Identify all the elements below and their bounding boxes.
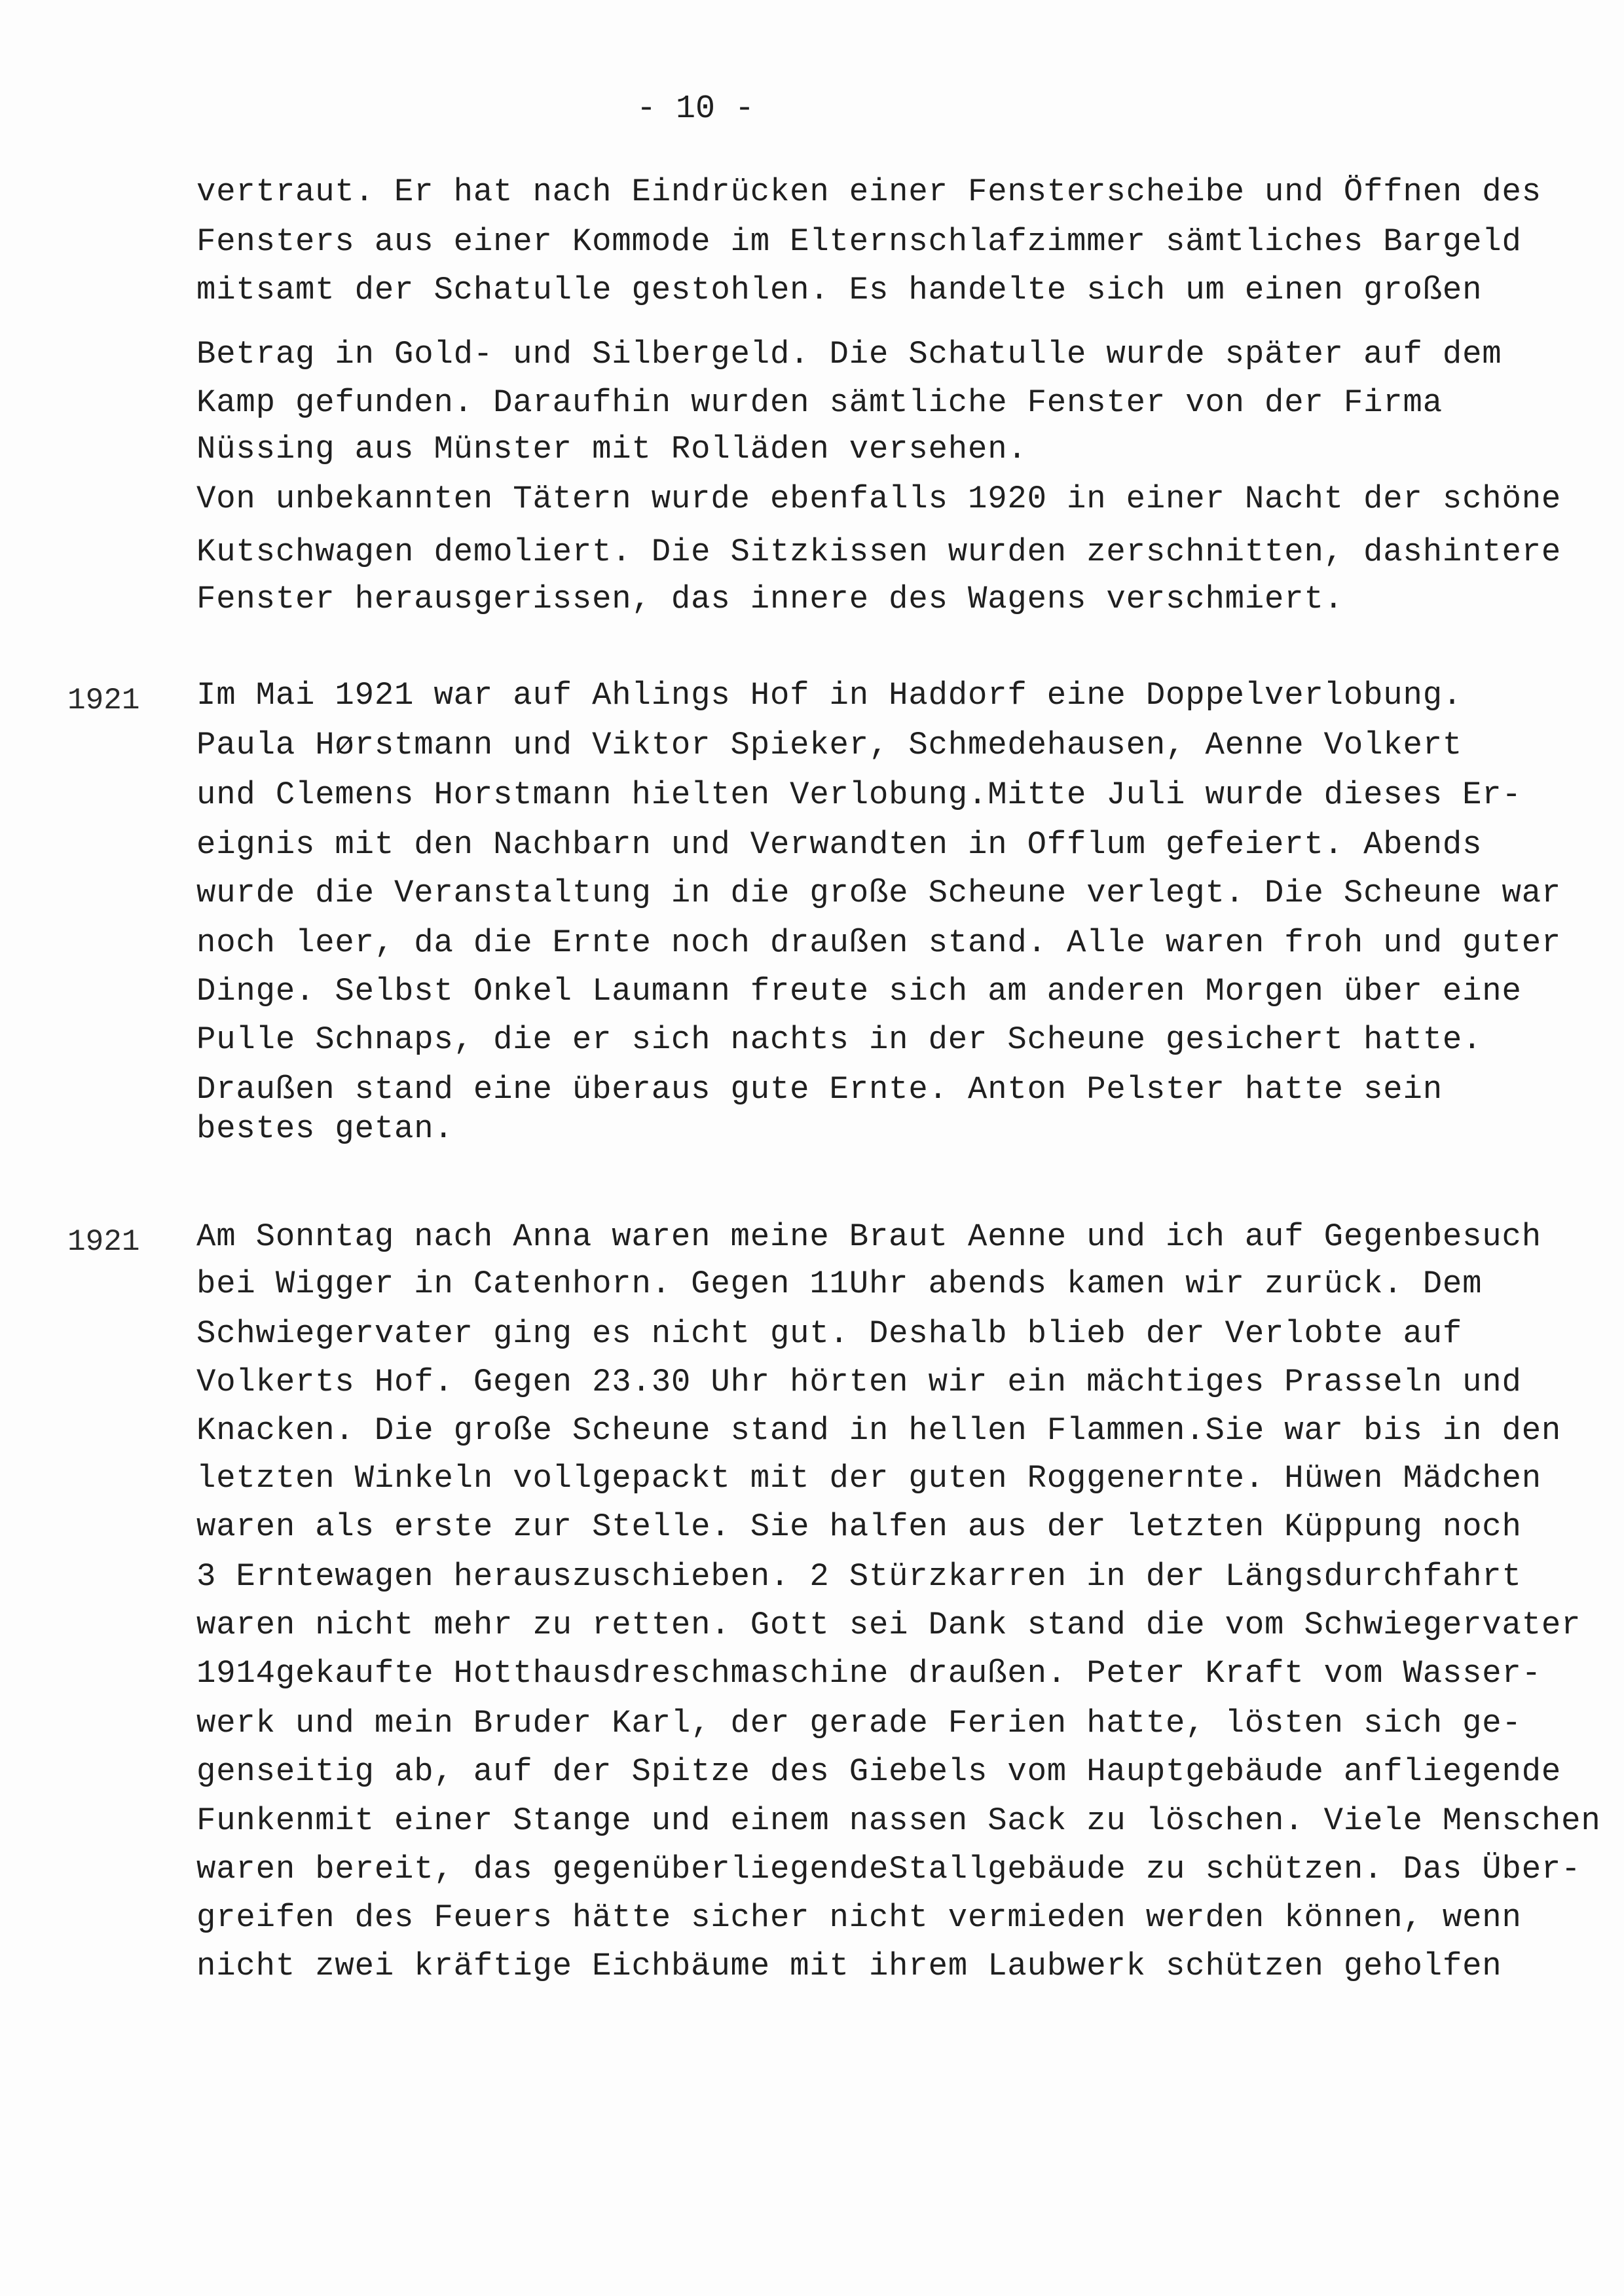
text-line: Volkerts Hof. Gegen 23.30 Uhr hörten wir ein mächtiges Prasseln und bbox=[196, 1364, 1522, 1400]
text-line: Fensters aus einer Kommode im Elternschlafzimmer sämtliches Bargeld bbox=[196, 223, 1522, 260]
text-line: greifen des Feuers hätte sicher nicht vermieden werden können, wenn bbox=[196, 1899, 1522, 1936]
text-line: Draußen stand eine überaus gute Ernte. Anton Pelster hatte sein bbox=[196, 1071, 1443, 1108]
text-line: mitsamt der Schatulle gestohlen. Es handelte sich um einen großen bbox=[196, 272, 1483, 308]
text-line: Knacken. Die große Scheune stand in hellen Flammen.Sie war bis in den bbox=[196, 1412, 1562, 1449]
text-line: Kutschwagen demoliert. Die Sitzkissen wurden zerschnitten, dashintere bbox=[196, 534, 1562, 570]
year-label: 1921 bbox=[67, 683, 140, 718]
text-line: und Clemens Horstmann hielten Verlobung.Mitte Juli wurde dieses Er- bbox=[196, 776, 1522, 813]
text-line: Pulle Schnaps, die er sich nachts in der Scheune gesichert hatte. bbox=[196, 1021, 1483, 1058]
text-line: Schwiegervater ging es nicht gut. Deshalb blieb der Verlobte auf bbox=[196, 1315, 1463, 1352]
text-line: noch leer, da die Ernte noch draußen stand. Alle waren froh und guter bbox=[196, 924, 1562, 961]
page-number: - 10 - bbox=[636, 90, 755, 128]
year-label: 1921 bbox=[67, 1225, 140, 1259]
text-line: waren bereit, das gegenüberliegendeStallgebäude zu schützen. Das Über- bbox=[196, 1851, 1581, 1887]
text-line: vertraut. Er hat nach Eindrücken einer Fensterscheibe und Öffnen des bbox=[196, 173, 1541, 210]
text-line: 3 Erntewagen herauszuschieben. 2 Stürzkarren in der Längsdurchfahrt bbox=[196, 1558, 1522, 1595]
text-line: Betrag in Gold- und Silbergeld. Die Schatulle wurde später auf dem bbox=[196, 336, 1502, 373]
text-line: nicht zwei kräftige Eichbäume mit ihrem Laubwerk schützen geholfen bbox=[196, 1948, 1502, 1984]
text-line: Paula Hørstmann und Viktor Spieker, Schmedehausen, Aenne Volkert bbox=[196, 727, 1463, 763]
text-line: waren als erste zur Stelle. Sie halfen aus der letzten Küppung noch bbox=[196, 1508, 1522, 1545]
text-line: Funkenmit einer Stange und einem nassen Sack zu löschen. Viele Menschen bbox=[196, 1802, 1601, 1839]
text-line: eignis mit den Nachbarn und Verwandten in Offlum gefeiert. Abends bbox=[196, 826, 1483, 863]
text-line: 1914gekaufte Hotthausdreschmaschine draußen. Peter Kraft vom Wasser- bbox=[196, 1655, 1541, 1692]
text-line: werk und mein Bruder Karl, der gerade Ferien hatte, lösten sich ge- bbox=[196, 1705, 1522, 1741]
text-line: genseitig ab, auf der Spitze des Giebels vom Hauptgebäude anfliegende bbox=[196, 1753, 1562, 1790]
text-line: Im Mai 1921 war auf Ahlings Hof in Haddorf eine Doppelverlobung. bbox=[196, 677, 1463, 714]
text-line: Fenster herausgerissen, das innere des Wagens verschmiert. bbox=[196, 581, 1344, 617]
text-line: waren nicht mehr zu retten. Gott sei Dank stand die vom Schwiegervater bbox=[196, 1607, 1581, 1643]
text-line: Dinge. Selbst Onkel Laumann freute sich am anderen Morgen über eine bbox=[196, 973, 1522, 1010]
text-line: wurde die Veranstaltung in die große Scheune verlegt. Die Scheune war bbox=[196, 875, 1562, 911]
text-line: letzten Winkeln vollgepackt mit der guten Roggenernte. Hüwen Mädchen bbox=[196, 1460, 1541, 1497]
text-line: bei Wigger in Catenhorn. Gegen 11Uhr abends kamen wir zurück. Dem bbox=[196, 1266, 1483, 1302]
text-line: bestes getan. bbox=[196, 1110, 454, 1147]
text-line: Am Sonntag nach Anna waren meine Braut Aenne und ich auf Gegenbesuch bbox=[196, 1218, 1541, 1255]
text-line: Kamp gefunden. Daraufhin wurden sämtliche Fenster von der Firma bbox=[196, 384, 1443, 421]
text-line: Nüssing aus Münster mit Rolläden versehen. bbox=[196, 431, 1027, 467]
text-line: Von unbekannten Tätern wurde ebenfalls 1920 in einer Nacht der schöne bbox=[196, 481, 1562, 517]
